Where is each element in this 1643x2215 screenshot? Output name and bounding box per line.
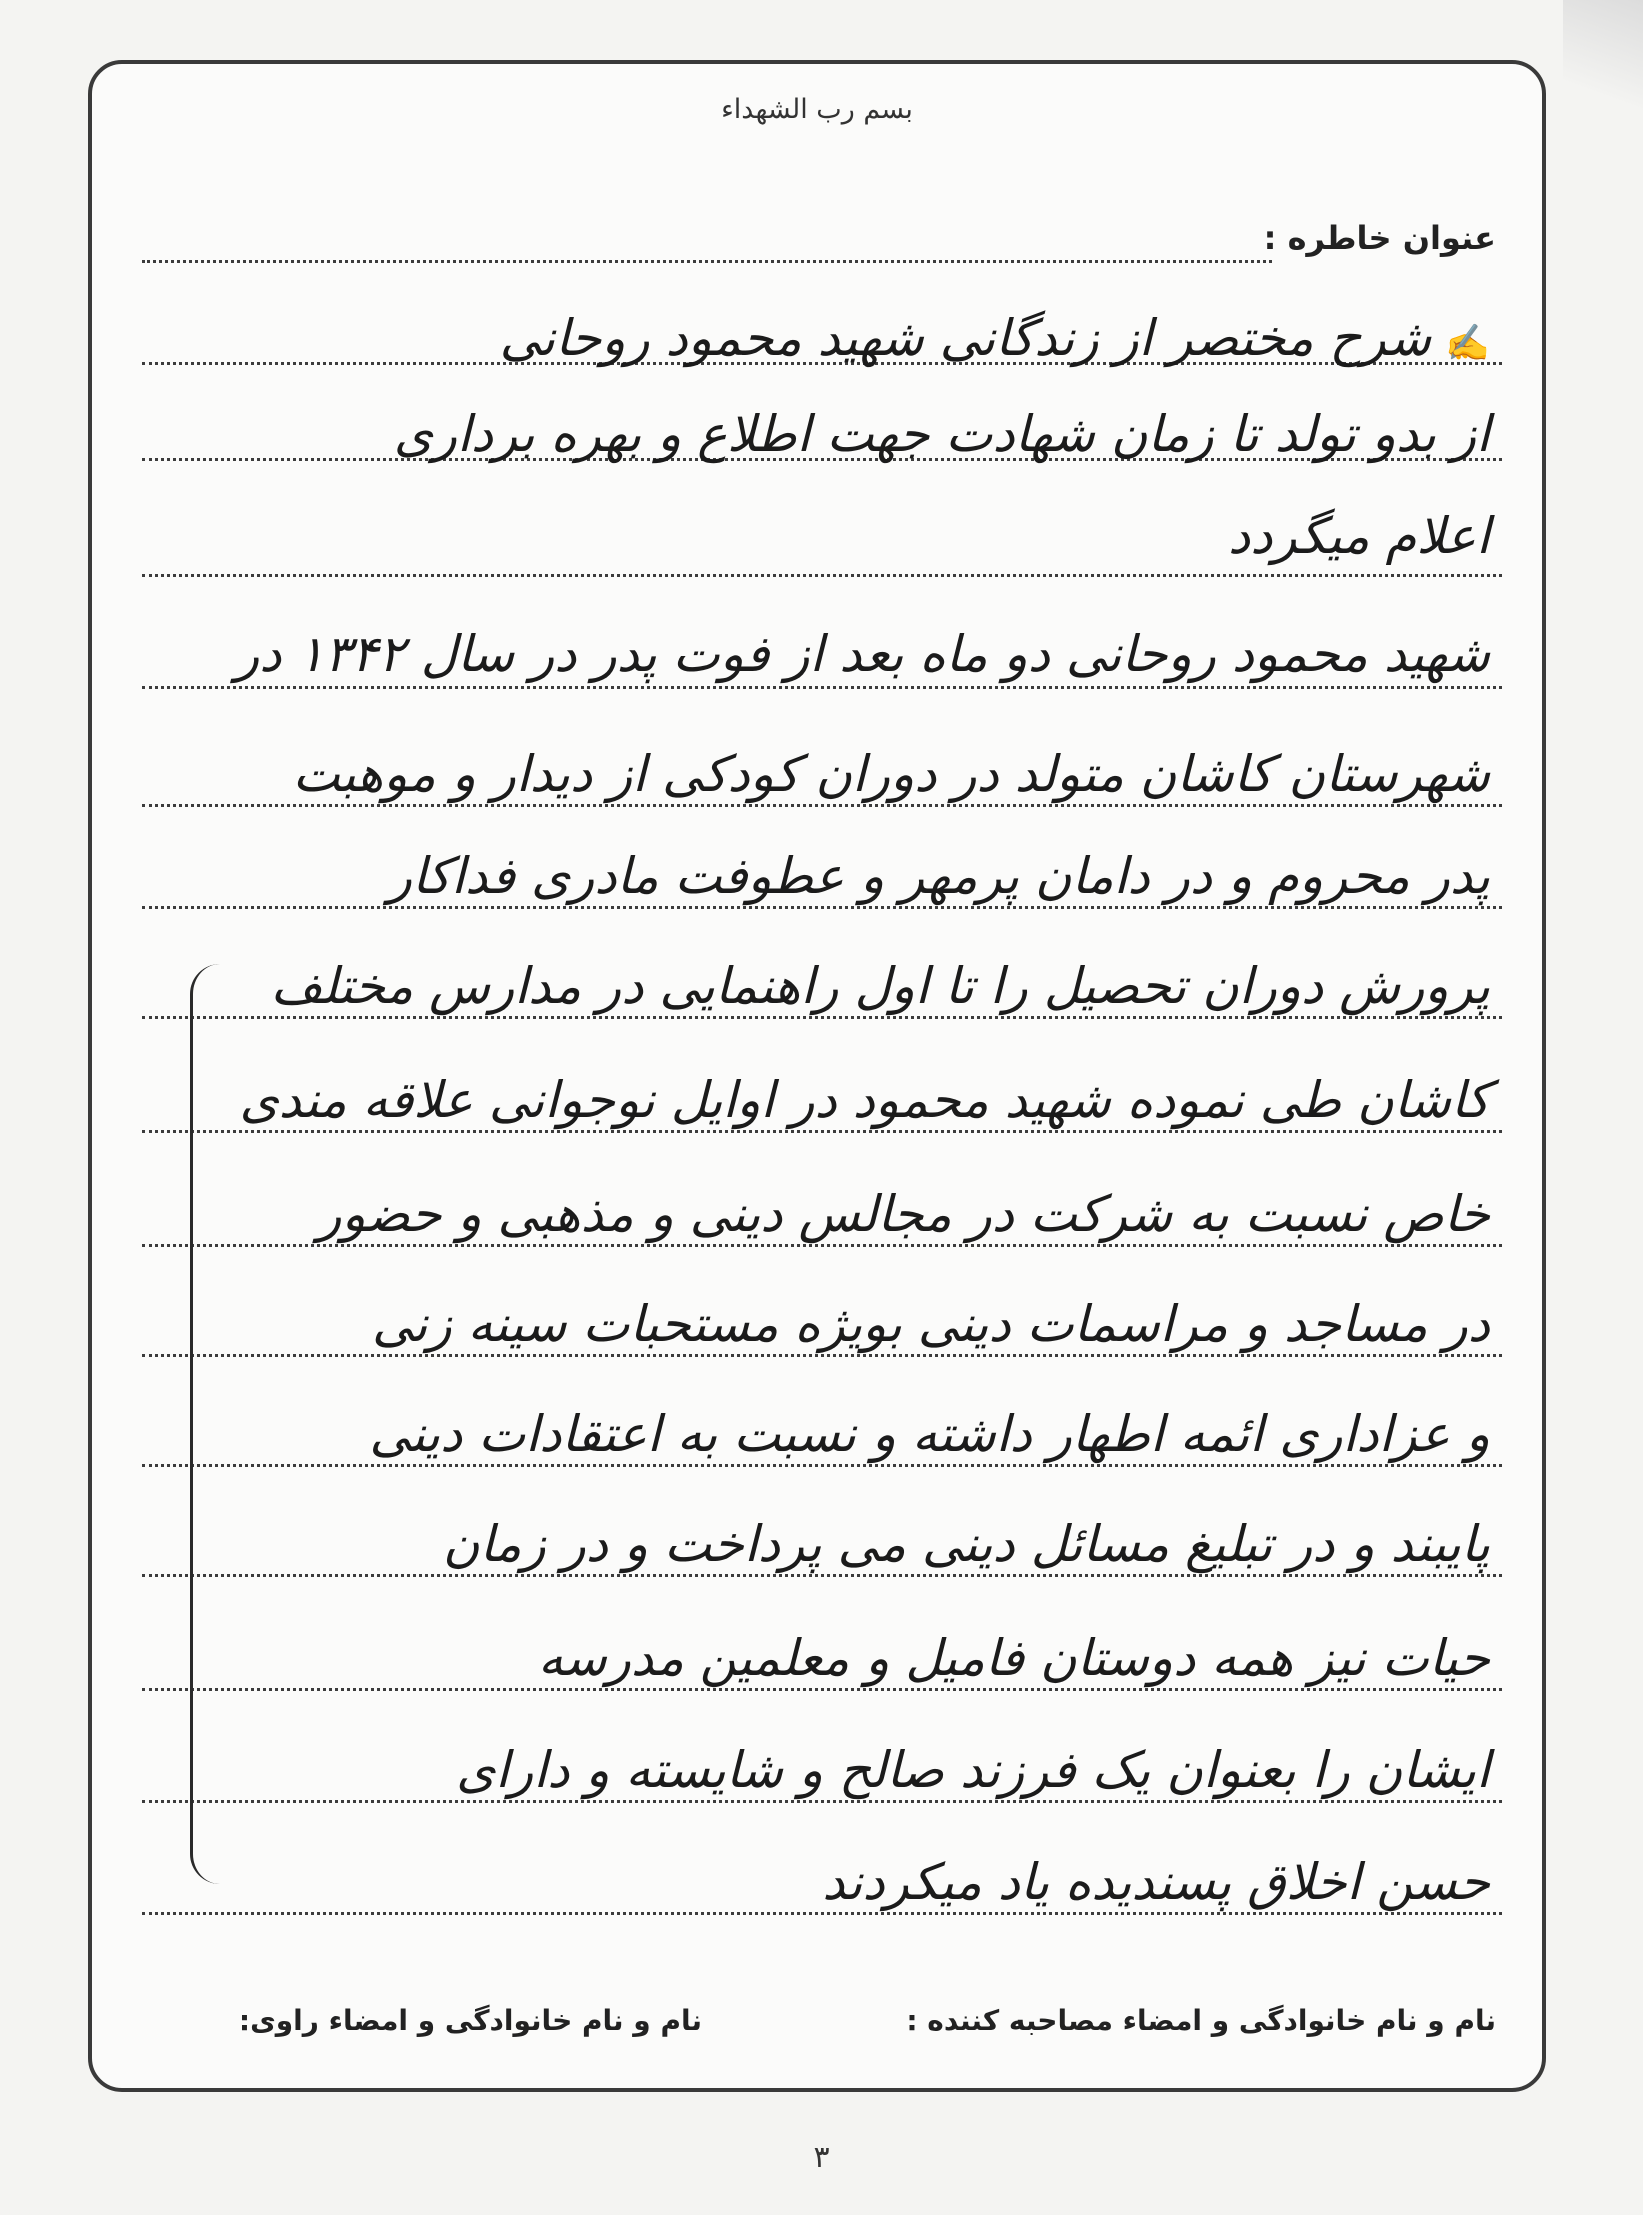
handwritten-line: اعلام میگردد <box>1227 507 1490 565</box>
ruled-line <box>142 1688 1502 1691</box>
narrator-signature-label: نام و نام خانوادگی و امضاء راوی: <box>238 2004 702 2037</box>
handwritten-line: پرورش دوران تحصیل را تا اول راهنمایی در مدارس مختلف <box>270 957 1490 1015</box>
handwritten-line: شهرستان کاشان متولد در دوران کودکی از دیدار و موهبت <box>292 745 1490 803</box>
handwritten-title: شرح مختصر از زندگانی شهید محمود روحانی <box>499 309 1432 367</box>
page-number: ۳ <box>813 2140 830 2175</box>
ruled-line <box>142 1016 1502 1019</box>
ruled-line <box>142 906 1502 909</box>
handwritten-line: و عزاداری ائمه اطهار داشته و نسبت به اعتقادات دینی <box>369 1405 1490 1463</box>
handwritten-line: حسن اخلاق پسندیده یاد میکردند <box>822 1853 1490 1911</box>
ruled-line <box>142 574 1502 577</box>
handwritten-line: پدر محروم و در دامان پرمهر و عطوفت مادری فداکار <box>387 847 1490 905</box>
handwritten-line: خاص نسبت به شرکت در مجالس دینی و مذهبی و حضور <box>317 1185 1490 1243</box>
handwritten-line: در مساجد و مراسمات دینی بویژه مستحبات سینه زنی <box>372 1295 1490 1353</box>
memoir-title-label: عنوان خاطره : <box>1263 219 1496 257</box>
interviewer-signature-label: نام و نام خانوادگی و امضاء مصاحبه کننده : <box>906 2004 1496 2037</box>
ruled-line <box>142 1244 1502 1247</box>
ruled-line <box>142 1354 1502 1357</box>
ruled-line <box>142 686 1502 689</box>
handwritten-line: ایشان را بعنوان یک فرزند صالح و شایسته و دارای <box>456 1741 1490 1799</box>
ruled-line <box>142 1130 1502 1133</box>
ruled-line <box>142 1464 1502 1467</box>
ruled-line <box>142 1574 1502 1577</box>
ruled-line <box>142 1912 1502 1915</box>
handwritten-line: شهید محمود روحانی دو ماه بعد از فوت پدر در سال ۱۳۴۲ در <box>235 625 1490 683</box>
form-frame <box>88 60 1546 2092</box>
handwritten-line: کاشان طی نموده شهید محمود در اوایل نوجوانی علاقه مندی <box>239 1071 1490 1129</box>
handwritten-line <box>136 308 1490 374</box>
margin-bracket-stroke <box>190 964 253 1884</box>
pen-writing-icon: ✍ <box>1445 323 1490 364</box>
ruled-line <box>142 1800 1502 1803</box>
basmala-header: بسم رب الشهداء <box>721 94 913 125</box>
ruled-line <box>142 804 1502 807</box>
handwritten-line: پایبند و در تبلیغ مسائل دینی می پرداخت و در زمان <box>442 1515 1490 1573</box>
handwritten-line: حیات نیز همه دوستان فامیل و معلمین مدرسه <box>538 1629 1490 1687</box>
handwritten-line: از بدو تولد تا زمان شهادت جهت اطلاع و بهره برداری <box>393 405 1490 463</box>
scan-corner-shadow <box>1563 0 1643 130</box>
ruled-line <box>142 260 1272 263</box>
